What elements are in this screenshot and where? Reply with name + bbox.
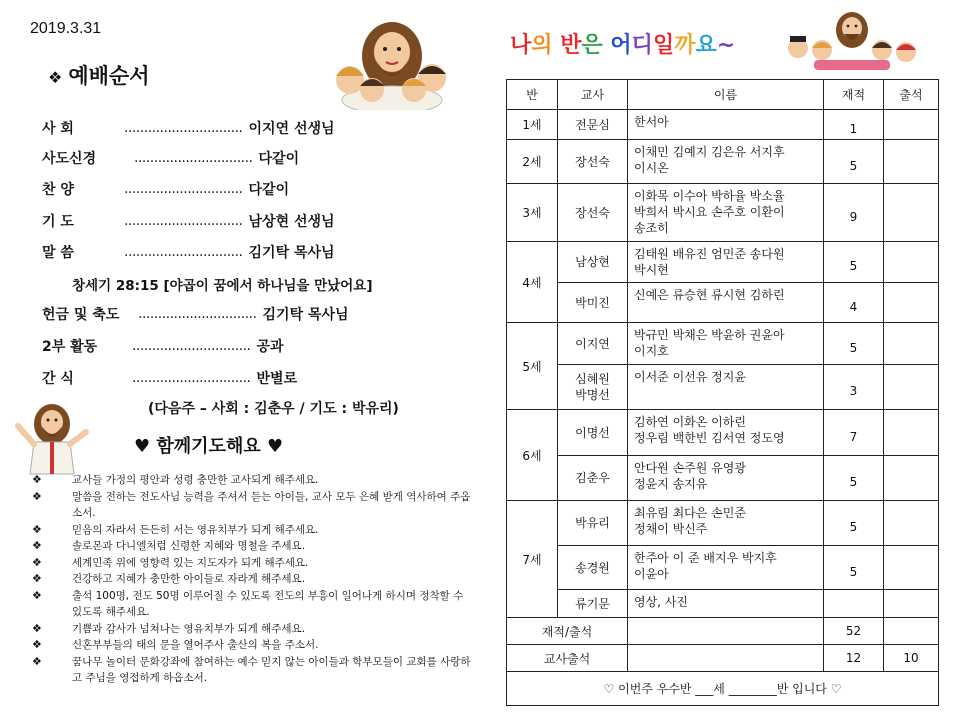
header-ban: 반 xyxy=(507,80,558,110)
names-line: 한주아 이 준 배지우 박지후 xyxy=(634,551,777,565)
present-count[interactable] xyxy=(884,365,939,410)
order-value: 공과 xyxy=(256,339,284,355)
student-names xyxy=(628,283,824,323)
order-value: 남상현 선생님 xyxy=(248,214,335,230)
class-age: 1세 xyxy=(507,110,558,140)
prayer-list xyxy=(32,472,472,687)
enrolled-count: 7 xyxy=(824,410,884,456)
present-count[interactable] xyxy=(884,590,939,618)
header-names: 이름 xyxy=(628,80,824,110)
student-names xyxy=(628,140,824,184)
title-char: 일 xyxy=(652,33,675,58)
total-enrolled: 52 xyxy=(824,618,884,645)
names-line: 이화목 이수아 박하율 박소율 xyxy=(634,189,785,203)
prayer-item xyxy=(32,489,472,522)
prayer-item xyxy=(32,472,472,489)
order-label: 기 도 xyxy=(42,214,74,230)
names-line: 이지호 xyxy=(634,344,669,358)
worship-order-title xyxy=(48,60,150,90)
order-dots: .............................. xyxy=(138,306,257,322)
teacher-name: 이명선 xyxy=(558,410,628,456)
total-label: 재적/출석 xyxy=(507,618,628,645)
names-line: 박희서 박시요 손주호 이환이 xyxy=(634,205,785,219)
title-char: 반 xyxy=(560,33,582,58)
teacher-attendance-row xyxy=(507,645,939,672)
enrolled-count: 5 xyxy=(824,456,884,501)
order-value: 이지연 선생님 xyxy=(248,121,335,137)
title-char: 디 xyxy=(631,33,653,58)
enrolled-count: 5 xyxy=(824,546,884,590)
prayer-item xyxy=(32,538,472,555)
teacher-name: 장선숙 xyxy=(558,184,628,242)
class-age: 5세 xyxy=(507,323,558,410)
table-row xyxy=(507,323,939,365)
attendance-table xyxy=(506,79,939,706)
table-row xyxy=(507,365,939,410)
present-count[interactable] xyxy=(884,283,939,323)
diamond-bullet-icon: ❖ xyxy=(32,588,42,602)
names-line: 이윤아 xyxy=(634,567,669,581)
prayer-text: 꿈나무 놀이터 문화강좌에 참여하는 예수 믿지 않는 아이들과 학부모들이 교회를 사랑하고 주님을 영접하게 하옵소서. xyxy=(72,655,471,684)
header-enrolled: 재적 xyxy=(824,80,884,110)
jesus-kids-group-illustration xyxy=(784,8,920,70)
names-line: 박규민 박채은 박윤하 권윤아 xyxy=(634,328,785,342)
attendance-title xyxy=(510,28,735,59)
diamond-bullet-icon: ❖ xyxy=(32,572,42,585)
table-row xyxy=(507,140,939,184)
next-week-notice: (다음주 – 사회 : 김춘우 / 기도 : 박유리) xyxy=(148,401,399,417)
diamond-bullet-icon: ❖ xyxy=(32,539,42,552)
best-class-row xyxy=(507,672,939,706)
header-teacher: 교사 xyxy=(558,80,628,110)
prayer-item xyxy=(32,654,472,687)
present-count[interactable] xyxy=(884,242,939,283)
prayer-item xyxy=(32,588,472,621)
teacher-name: 이지연 xyxy=(558,323,628,365)
class-age: 4세 xyxy=(507,242,558,323)
names-line: 한서아 xyxy=(634,115,669,129)
class-age: 7세 xyxy=(507,501,558,618)
prayer-text: 신혼부부들의 태의 문을 열어주사 출산의 복을 주소서. xyxy=(72,639,319,651)
teacher-name: 남상현 xyxy=(558,242,628,283)
bulletin-date: 2019.3.31 xyxy=(30,20,102,37)
teacher-attendance-label: 교사출석 xyxy=(507,645,628,672)
present-count[interactable] xyxy=(884,110,939,140)
present-count[interactable] xyxy=(884,184,939,242)
teacher-name: 박유리 xyxy=(558,501,628,546)
order-label: 사 회 xyxy=(42,121,74,137)
student-names xyxy=(628,110,824,140)
table-row xyxy=(507,110,939,140)
best-class-notice: ♡ 이번주 우수반 ___세 ________반 입니다 ♡ xyxy=(507,672,939,706)
teacher-present: 10 xyxy=(884,645,939,672)
names-line: 송조히 xyxy=(634,221,669,235)
names-line: 안다원 손주원 유영광 xyxy=(634,461,746,475)
present-count[interactable] xyxy=(884,323,939,365)
diamond-bullet-icon: ❖ xyxy=(32,654,42,668)
student-names xyxy=(628,590,824,618)
title-char: 나 xyxy=(510,33,532,58)
table-header-row xyxy=(507,80,939,110)
prayer-title: ♥ 함께기도해요 ♥ xyxy=(134,436,284,457)
order-row-praise xyxy=(42,175,289,203)
order-dots: .............................. xyxy=(132,338,251,354)
student-names xyxy=(628,242,824,283)
prayer-text: 세계민족 위에 영향력 있는 지도자가 되게 해주세요. xyxy=(72,556,309,569)
enrolled-count: 1 xyxy=(824,110,884,140)
order-dots: .............................. xyxy=(124,181,243,197)
teacher-name: 심혜원 박명선 xyxy=(558,365,628,410)
order-row-offering xyxy=(42,300,349,328)
names-line: 이채민 김예지 김은유 서지후 xyxy=(634,145,785,159)
enrolled-count: 4 xyxy=(824,283,884,323)
table-row xyxy=(507,501,939,546)
table-row xyxy=(507,242,939,283)
order-label: 사도신경 xyxy=(42,151,97,167)
names-line: 정윤지 송지유 xyxy=(634,477,708,491)
names-line: 정채이 박신주 xyxy=(634,522,708,536)
names-line: 김하연 이화온 이하린 xyxy=(634,415,746,429)
prayer-item xyxy=(32,571,472,588)
diamond-bullet-icon: ❖ xyxy=(32,489,42,503)
order-row-activity xyxy=(42,332,284,360)
student-names xyxy=(628,546,824,590)
enrolled-count: 3 xyxy=(824,365,884,410)
title-char: 의 xyxy=(531,33,553,58)
teacher-name: 류기문 xyxy=(558,590,628,618)
diamond-bullet-icon: ❖ xyxy=(32,555,42,569)
table-row xyxy=(507,184,939,242)
order-dots: .............................. xyxy=(132,370,251,386)
enrolled-count: 5 xyxy=(824,242,884,283)
order-row-snack xyxy=(42,364,297,392)
order-value: 김기탁 목사님 xyxy=(248,245,335,261)
names-line: 이시온 xyxy=(634,161,669,175)
student-names xyxy=(628,501,824,546)
jesus-children-illustration xyxy=(328,18,458,110)
enrolled-count: 5 xyxy=(824,501,884,546)
total-row xyxy=(507,618,939,645)
teacher-name: 김춘우 xyxy=(558,456,628,501)
student-names xyxy=(628,456,824,501)
student-names xyxy=(628,365,824,410)
prayer-item xyxy=(32,555,472,572)
table-row xyxy=(507,410,939,456)
diamond-bullet-icon: ❖ xyxy=(32,473,42,486)
names-line: 영상, 사진 xyxy=(634,595,688,609)
order-label: 찬 양 xyxy=(42,182,74,198)
diamond-bullet-icon: ❖ xyxy=(32,638,42,651)
enrolled-count: 9 xyxy=(824,184,884,242)
order-label: 헌금 및 축도 xyxy=(42,307,120,323)
table-row xyxy=(507,590,939,618)
class-age: 6세 xyxy=(507,410,558,501)
present-count[interactable] xyxy=(884,501,939,546)
total-names-empty xyxy=(628,618,824,645)
enrolled-count: 5 xyxy=(824,323,884,365)
present-count[interactable] xyxy=(884,410,939,456)
diamond-bullet-icon: ❖ xyxy=(32,621,42,635)
order-row-host xyxy=(42,114,335,142)
worship-order-title-text: 예배순서 xyxy=(68,64,150,88)
order-label: 2부 활동 xyxy=(42,339,98,355)
class-age: 2세 xyxy=(507,140,558,184)
order-row-prayer xyxy=(42,207,335,235)
total-present[interactable] xyxy=(884,618,939,645)
prayer-text: 말씀을 전하는 전도사님 능력을 주셔서 듣는 아이들, 교사 모두 은혜 받게 역사하여 주옵소서. xyxy=(72,490,471,519)
present-count[interactable] xyxy=(884,456,939,501)
order-dots: .............................. xyxy=(124,244,243,260)
order-dots: .............................. xyxy=(124,120,243,136)
enrolled-count xyxy=(824,590,884,618)
names-line: 신예은 류승현 류시현 김하린 xyxy=(634,288,785,302)
table-row xyxy=(507,546,939,590)
order-label: 간 식 xyxy=(42,371,74,387)
prayer-item xyxy=(32,522,472,539)
prayer-item xyxy=(32,621,472,638)
prayer-text: 교사들 가정의 평안과 성령 충만한 교사되게 해주세요. xyxy=(72,474,319,486)
class-age: 3세 xyxy=(507,184,558,242)
table-row xyxy=(507,283,939,323)
teacher-name: 장선숙 xyxy=(558,140,628,184)
title-char: 요 xyxy=(695,33,717,58)
present-count[interactable] xyxy=(884,140,939,184)
prayer-text: 기쁨과 감사가 넘쳐나는 영유치부가 되게 해주세요. xyxy=(72,622,306,635)
teacher-names-empty xyxy=(628,645,824,672)
prayer-item xyxy=(32,637,472,654)
jesus-waving-illustration xyxy=(12,396,132,476)
present-count[interactable] xyxy=(884,546,939,590)
order-value: 김기탁 목사님 xyxy=(262,307,349,323)
order-row-creed xyxy=(42,144,299,172)
order-dots: .............................. xyxy=(124,213,243,229)
prayer-text: 출석 100명, 전도 50명 이루어질 수 있도록 전도의 부흥이 일어나게 하시며 정착할 수 있도록 해주세요. xyxy=(72,589,464,618)
prayer-text: 솔로몬과 다니엘처럼 신령한 지혜와 명철을 주세요. xyxy=(72,540,306,552)
scripture-reference: 창세기 28:15 [야곱이 꿈에서 하나님을 만났어요] xyxy=(72,278,373,294)
names-line: 최유림 최다은 손민준 xyxy=(634,506,746,520)
teacher-name: 전문심 xyxy=(558,110,628,140)
student-names xyxy=(628,410,824,456)
names-line: 박시현 xyxy=(634,263,669,277)
teacher-enrolled: 12 xyxy=(824,645,884,672)
title-char: 어 xyxy=(610,33,632,58)
prayer-text: 믿음의 자라서 든든히 서는 영유치부가 되게 해주세요. xyxy=(72,523,319,536)
prayer-text: 건강하고 지혜가 충만한 아이들로 자라게 해주세요. xyxy=(72,573,306,585)
title-char: 은 xyxy=(581,33,603,58)
order-row-sermon xyxy=(42,238,335,266)
teacher-name: 송경원 xyxy=(558,546,628,590)
names-line: 정우림 백한빈 김서연 정도영 xyxy=(634,431,785,445)
names-line: 이서준 이선유 정지윤 xyxy=(634,370,746,384)
order-label: 말 씀 xyxy=(42,245,74,261)
table-row xyxy=(507,456,939,501)
diamond-bullet-icon: ❖ xyxy=(48,68,63,87)
enrolled-count: 5 xyxy=(824,140,884,184)
student-names xyxy=(628,323,824,365)
order-value: 반별로 xyxy=(256,371,298,387)
order-value: 다같이 xyxy=(248,182,290,198)
order-dots: .............................. xyxy=(134,150,253,166)
header-present: 출석 xyxy=(884,80,939,110)
title-char: 까 xyxy=(674,33,696,58)
diamond-bullet-icon: ❖ xyxy=(32,522,42,536)
student-names xyxy=(628,184,824,242)
names-line: 김태원 배유진 엄민준 송다원 xyxy=(634,247,785,261)
order-value: 다같이 xyxy=(258,151,300,167)
teacher-name: 박미진 xyxy=(558,283,628,323)
title-char: ~ xyxy=(716,33,736,58)
